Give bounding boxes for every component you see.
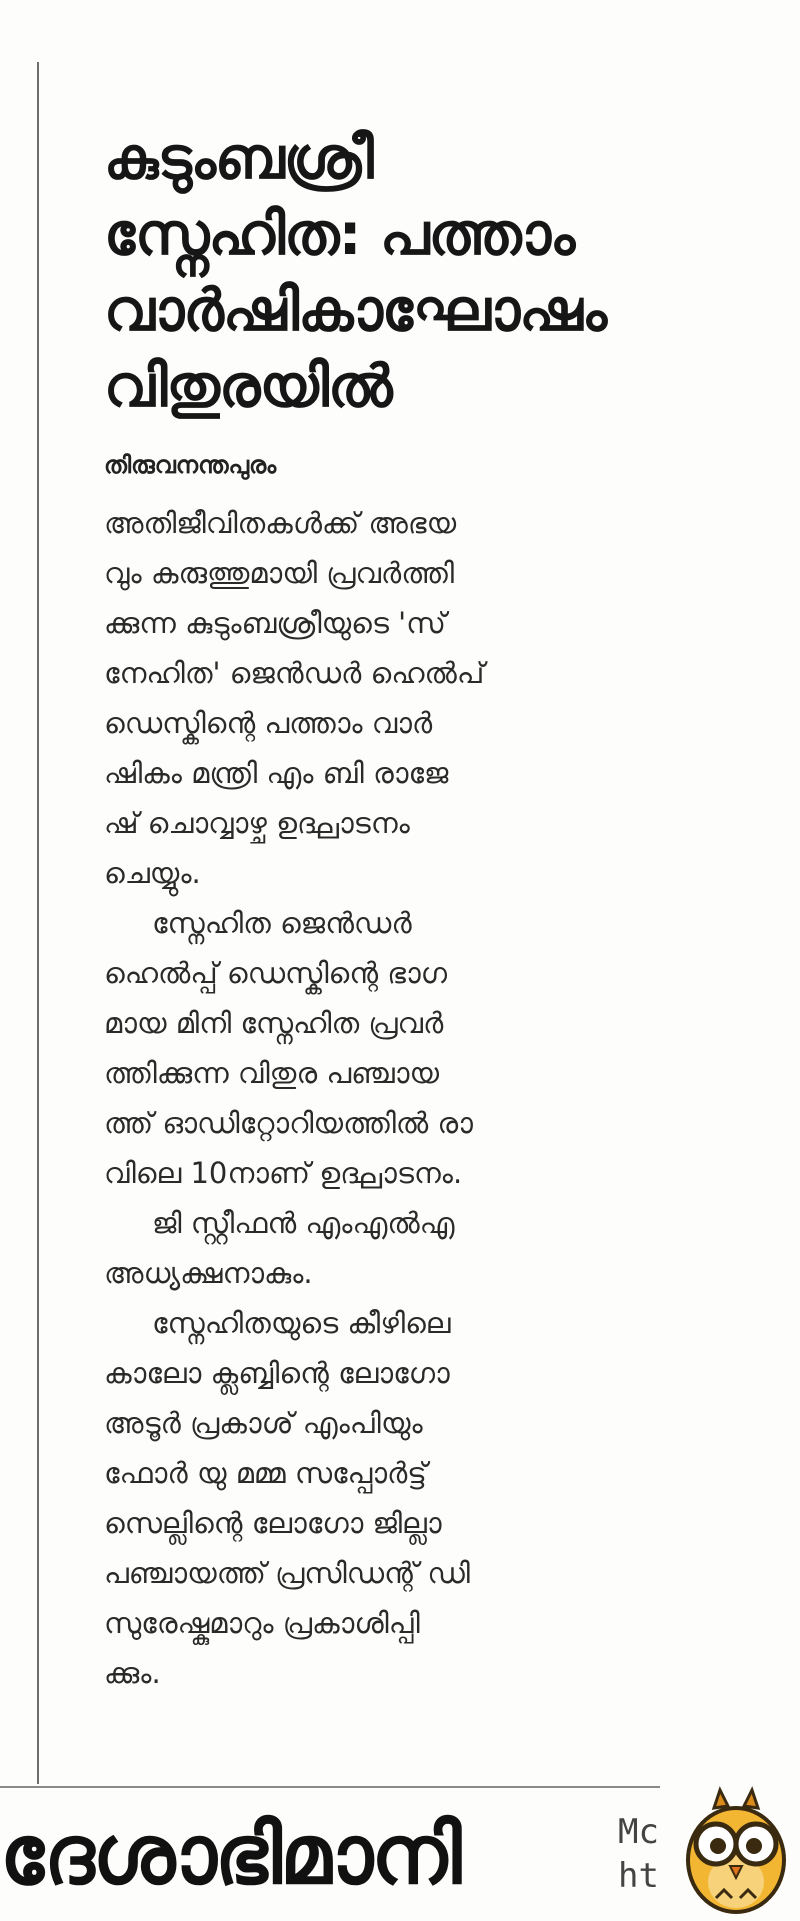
body-line: നേഹിത' ജെൻഡർ ഹെൽപ് (104, 656, 485, 690)
watermark-text (618, 1810, 659, 1898)
column-divider (37, 62, 39, 1784)
body-line: ത്ത് ഓഡിറ്റോറിയത്തിൽ രാ (104, 1106, 473, 1140)
body-line: അധ്യക്ഷനാകും. (104, 1256, 313, 1290)
headline-line: കുടുംബശ്രീ (104, 124, 373, 192)
body-line: സ്നേഹിതയുടെ കീഴിലെ (152, 1306, 451, 1340)
body-line: ഷികം മന്ത്രി എം ബി രാജേ (104, 756, 449, 790)
headline-line: സ്നേഹിത: പത്താം (104, 200, 575, 268)
body-line: ക്കും. (104, 1656, 161, 1690)
body-line: മായ മിനി സ്നേഹിത പ്രവർ (104, 1006, 444, 1040)
body-line: വിലെ 10നാണ് ഉദ്ഘാടനം. (104, 1156, 463, 1190)
headline (104, 120, 644, 424)
body-line: കാലോ ക്ലബ്ബിന്റെ ലോഗോ (104, 1356, 450, 1390)
watermark-line: ht (618, 1856, 659, 1896)
body-line: ജി സ്റ്റീഫൻ എംഎൽഎ (152, 1206, 455, 1240)
body-line: ഫോർ യു മമ്മ സപ്പോർട്ട് (104, 1456, 427, 1490)
body-line: അടൂർ പ്രകാശ് എംപിയും (104, 1406, 423, 1440)
body-line: ഡെസ്കിന്റെ പത്താം വാർ (104, 706, 433, 740)
body-line: സുരേഷ്കുമാറും പ്രകാശിപ്പി (104, 1606, 420, 1640)
headline-line: വിതുരയിൽ (104, 352, 392, 420)
body-line: ക്കുന്ന കുടുംബശ്രീയുടെ 'സ് (104, 606, 446, 640)
body-line: സെല്ലിന്റെ ലോഗോ ജില്ലാ (104, 1506, 442, 1540)
newspaper-masthead: ദേശാഭിമാനി (0, 1808, 460, 1903)
article-body (104, 498, 644, 1698)
body-line: ഷ് ചൊവ്വാഴ്ച ഉദ്ഘാടനം (104, 806, 410, 840)
body-line: സ്നേഹിത ജെൻഡർ (152, 906, 412, 940)
body-line: വും കരുത്തുമായി പ്രവർത്തി (104, 556, 455, 590)
dateline: തിരുവനന്തപുരം (104, 451, 277, 479)
body-line: ത്തിക്കുന്ന വിതുര പഞ്ചായ (104, 1056, 440, 1090)
watermark-line: Mc (618, 1812, 659, 1852)
body-line: അതിജീവിതകൾക്ക് അഭയ (104, 506, 457, 540)
body-line: പഞ്ചായത്ത് പ്രസിഡന്റ് ഡി (104, 1556, 470, 1590)
body-line: ഹെൽപ്പ് ഡെസ്കിന്റെ ഭാഗ (104, 956, 448, 990)
headline-line: വാർഷികാഘോഷം (104, 276, 607, 344)
owl-mascot-icon (676, 1786, 796, 1916)
article (104, 120, 644, 1698)
body-line: ചെയ്യും. (104, 856, 201, 890)
footer-divider (0, 1786, 660, 1788)
